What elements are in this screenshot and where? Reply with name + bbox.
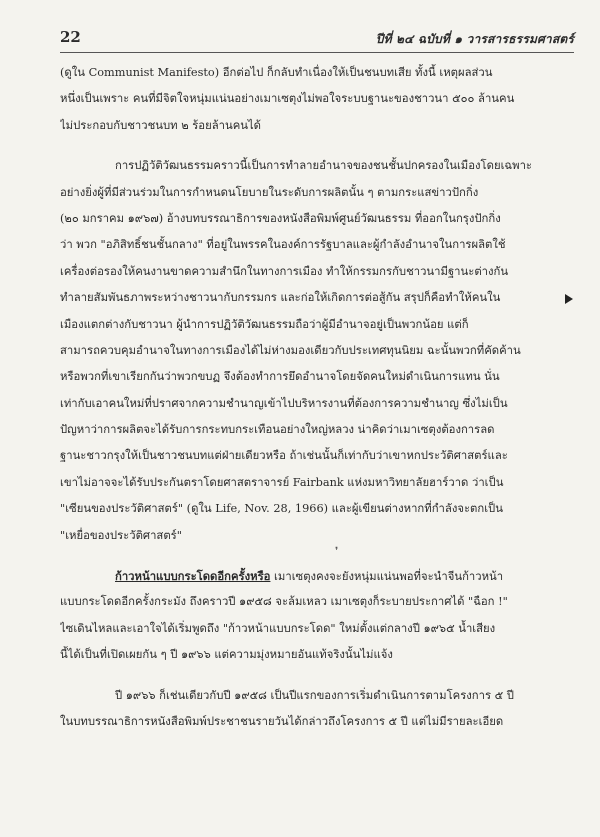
text-line: "เซียนของประวัติศาสตร์" (ดูใน Life, Nov. 28, 1966) และผู้เขียนต่างหากที่กำลังจะตกเป็น (60, 502, 503, 516)
margin-arrow-icon (565, 294, 573, 304)
text-line: ไม่ประกอบกับชาวชนบท ๒ ร้อยล้านคนได้ (60, 118, 261, 132)
text-line: ไซเดินไหลและเอาใจได้เริ่มพูดถึง "ก้าวหน้าแบบกระโดด" ใหม่ตั้งแต่กลางปี ๑๙๖๕ น้ำเสียง (60, 621, 496, 635)
margin-mark: ❜ (335, 546, 339, 557)
text-line: หนึ่งเป็นเพราะ คนที่มีจิตใจหนุ่มแน่นอย่างเมาเซตุงไม่พอใจระบบฐานะของชาวนา ๕๐๐ ล้านคน (60, 92, 515, 106)
text-line: ว่า พวก "อภิสิทธิ์ชนชั้นกลาง" ที่อยู่ในพรรคในองค์การรัฐบาลและผู้กำลังอำนาจในการผลิตใช้ (60, 238, 506, 252)
text-line: สามารถควบคุมอำนาจในทางการเมืองได้ไม่ห่างมองเดียวกับประเทศทุนนิยม ฉะนั้นพวกที่คัดค้าน (60, 343, 521, 357)
text-line: ทำลายสัมพันธภาพระหว่างชาวนากับกรรมกร และก่อให้เกิดการต่อสู้กัน สรุปก็คือทำให้คนใน (60, 291, 501, 305)
text-line: เมืองแตกต่างกับชาวนา ผู้นำการปฏิวัติวัฒนธรรมถือว่าผู้มีอำนาจอยู่เป็นพวกน้อย แต่ก็ (60, 317, 469, 331)
text-line: (ดูใน Communist Manifesto) อีกต่อไป ก็กลับทำเนื่องให้เป็นชนบทเสีย ทั้งนี้ เหตุผลส่วน (60, 66, 493, 79)
text-line: การปฏิวัติวัฒนธรรมคราวนี้เป็นการทำลายอำนาจของชนชั้นปกครองในเมืองโดยเฉพาะ (115, 159, 532, 173)
text-line: เขาไม่อาจจะได้รับประกันตราโดยศาสตราจารย์ Fairbank แห่งมหาวิทยาลัยฮาร์วาด ว่าเป็น (60, 475, 504, 489)
text-line: เครื่องต่อรองให้คนงานขาดความสำนึกในทางการเมือง ทำให้กรรมกรกับชาวนามีฐานะต่างกัน (60, 264, 509, 278)
header-rule (60, 52, 574, 53)
text-span: เมาเซตุงคงจะยังหนุ่มแน่นพอที่จะนำจีนก้าวหน้า (270, 570, 504, 584)
text-line: ในบทบรรณาธิการหนังสือพิมพ์ประชาชนรายวันได้กล่าวถึงโครงการ ๕ ปี แต่ไม่มีรายละเอียด (60, 714, 504, 728)
text-line: อย่างยิ่งผู้ที่มีส่วนร่วมในการกำหนดนโยบายในระดับการผลิตนั้น ๆ ตามกระแสข่าวปักกิ่ง (60, 185, 479, 199)
text-line: หรือพวกที่เขาเรียกกันว่าพวกขบฏ จึงต้องทำการยึดอำนาจโดยจัดคนใหม่ดำเนินการแทน นั่น (60, 370, 500, 384)
text-line: เท่ากับเอาคนใหม่ที่ปราศจากความชำนาญเข้าไปบริหารงานที่ต้องการความชำนาญ ซึ่งไม่เป็น (60, 396, 508, 410)
text-line: แบบกระโดดอีกครั้งกระมัง ถึงคราวปี ๑๙๕๘ จะล้มเหลว เมาเซตุงก็ระบายประกาศได้ "ฉือก !" (60, 595, 508, 609)
text-line: (๒๐ มกราคม ๑๙๖๗) อ้างบทบรรณาธิการของหนังสือพิมพ์ศูนย์วัฒนธรรม ที่ออกในกรุงปักกิ่ง (60, 211, 501, 225)
text-line: ฐานะชาวกรุงให้เป็นชาวชนบทแต่ฝ่ายเดียวหรือ ถ้าเช่นนั้นก็เท่ากับว่าเขาหกประวัติศาสตร์และ (60, 449, 508, 463)
running-head: ปีที่ ๒๔ ฉบับที่ ๑ วารสารธรรมศาสตร์ (375, 32, 574, 46)
page-number: 22 (60, 28, 81, 46)
text-line: ปัญหาว่าการผลิตจะได้รับการกระทบกระเทือนอย่างใหญ่หลวง น่าคิดว่าเมาเซตุงต้องการลด (60, 423, 495, 437)
body-text (60, 60, 574, 735)
section-subheading: ก้าวหน้าแบบกระโดดอีกครั้งหรือ (115, 569, 271, 584)
text-line: นี้ได้เป็นที่เปิดเผยกัน ๆ ปี ๑๙๖๖ แต่ความมุ่งหมายอันแท้จริงนั้นไม่แจ้ง (60, 648, 393, 662)
page-header (60, 28, 574, 52)
text-line: "เหยื่อของประวัติศาสตร์" (60, 528, 182, 542)
subheading-line (60, 563, 574, 589)
text-line: ปี ๑๙๖๖ ก็เช่นเดียวกับปี ๑๙๕๘ เป็นปีแรกของการเริ่มดำเนินการตามโครงการ ๕ ปี (115, 688, 514, 702)
